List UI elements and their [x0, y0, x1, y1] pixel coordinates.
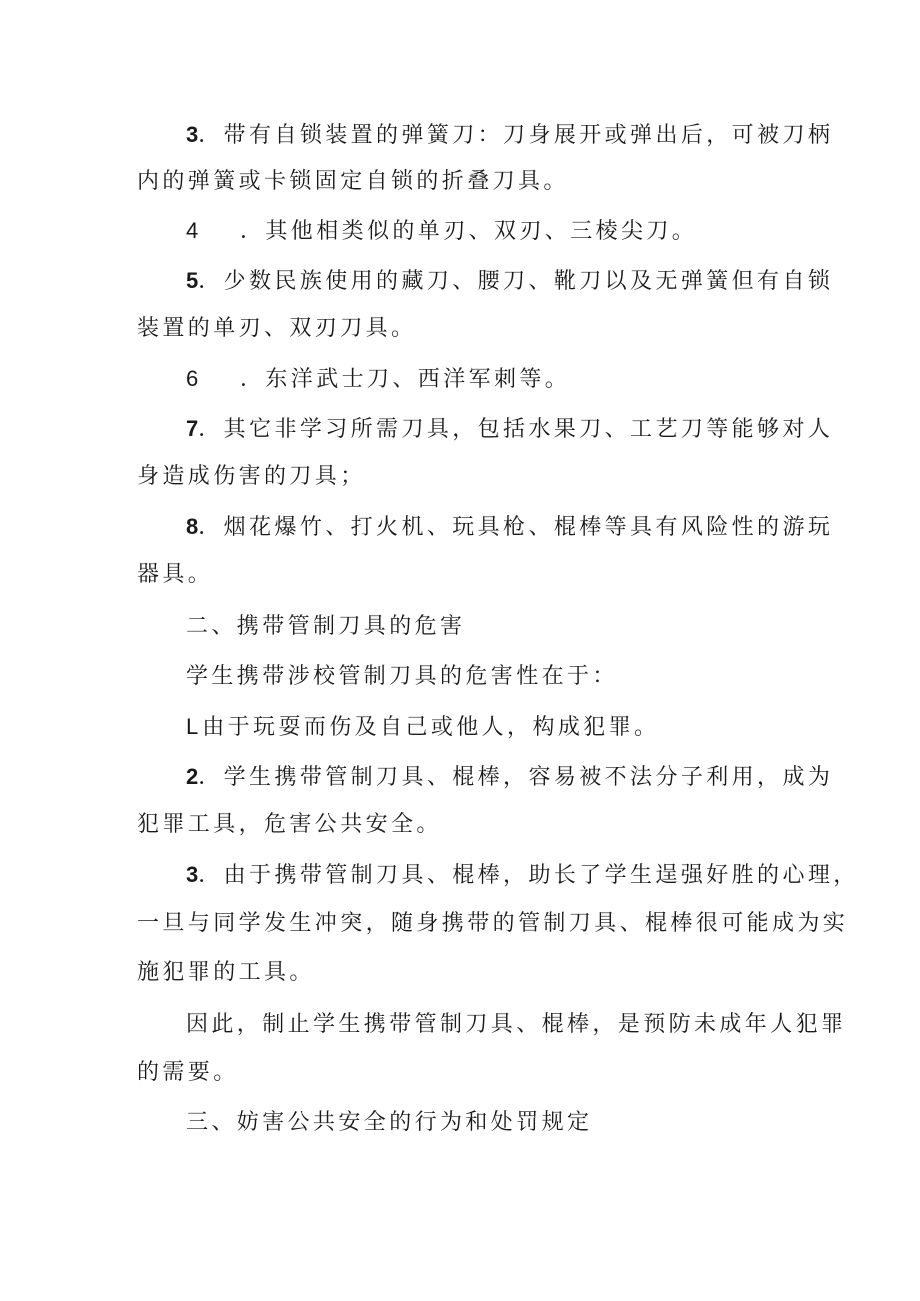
item-text: ．带有自锁装置的弹簧刀：刀身展开或弹出后，可被刀柄 [198, 123, 834, 148]
conclusion-line-1: 因此，制止学生携带管制刀具、棍棒，是预防未成年人犯罪 [186, 1012, 847, 1037]
harm-item-3-line-2: 一旦与同学发生冲突，随身携带的管制刀具、棍棒很可能成为实 [137, 911, 849, 936]
item-number: 4 [186, 218, 199, 243]
item-text: ．其他相类似的单刃、双刃、三棱尖刀。 [240, 219, 698, 244]
section-intro: 学生携带涉校管制刀具的危害性在于： [186, 664, 618, 689]
section-heading-2: 二、携带管制刀具的危害 [186, 614, 466, 639]
item-text: ．学生携带管制刀具、棍棒，容易被不法分子利用，成为 [198, 765, 834, 790]
item-text: 由于玩耍而伤及自己或他人，构成犯罪。 [202, 715, 660, 740]
harm-item-2-line-1 [186, 762, 833, 792]
list-item-6 [186, 364, 570, 394]
item-text: ．少数民族使用的藏刀、腰刀、靴刀以及无弹簧但有自锁 [198, 269, 834, 294]
list-item-5-line-2: 装置的单刃、双刃刀具。 [137, 316, 417, 341]
harm-item-3-line-3: 施犯罪的工具。 [137, 960, 315, 985]
item-number: 3 [186, 862, 199, 887]
list-item-3-line-1 [186, 120, 833, 150]
section-heading-3: 三、妨害公共安全的行为和处罚规定 [186, 1110, 593, 1135]
item-text: ．东洋武士刀、西洋军刺等。 [240, 367, 571, 392]
item-text: ．其它非学习所需刀具，包括水果刀、工艺刀等能够对人 [198, 417, 834, 442]
item-number: 7 [186, 416, 199, 441]
list-item-8-line-2: 器具。 [137, 562, 214, 587]
list-item-7-line-2: 身造成伤害的刀具； [137, 464, 366, 489]
conclusion-line-2: 的需要。 [137, 1060, 239, 1085]
item-number: 2 [186, 764, 199, 789]
item-text: ．由于携带管制刀具、棍棒，助长了学生逞强好胜的心理， [198, 863, 859, 888]
harm-item-3-line-1 [186, 860, 859, 890]
item-number: 3 [186, 122, 199, 147]
list-item-7-line-1 [186, 414, 833, 444]
list-item-8-line-1 [186, 512, 833, 542]
item-number: 5 [186, 268, 199, 293]
item-number: 8 [186, 514, 199, 539]
harm-item-2-line-2: 犯罪工具，危害公共安全。 [137, 812, 442, 837]
item-number: 6 [186, 366, 199, 391]
item-text: ．烟花爆竹、打火机、玩具枪、棍棒等具有风险性的游玩 [198, 515, 834, 540]
list-item-4 [186, 216, 697, 246]
harm-item-1 [186, 712, 659, 742]
list-item-3-line-2: 内的弹簧或卡锁固定自锁的折叠刀具。 [137, 169, 569, 194]
item-number: L [186, 714, 199, 739]
list-item-5-line-1 [186, 266, 833, 296]
